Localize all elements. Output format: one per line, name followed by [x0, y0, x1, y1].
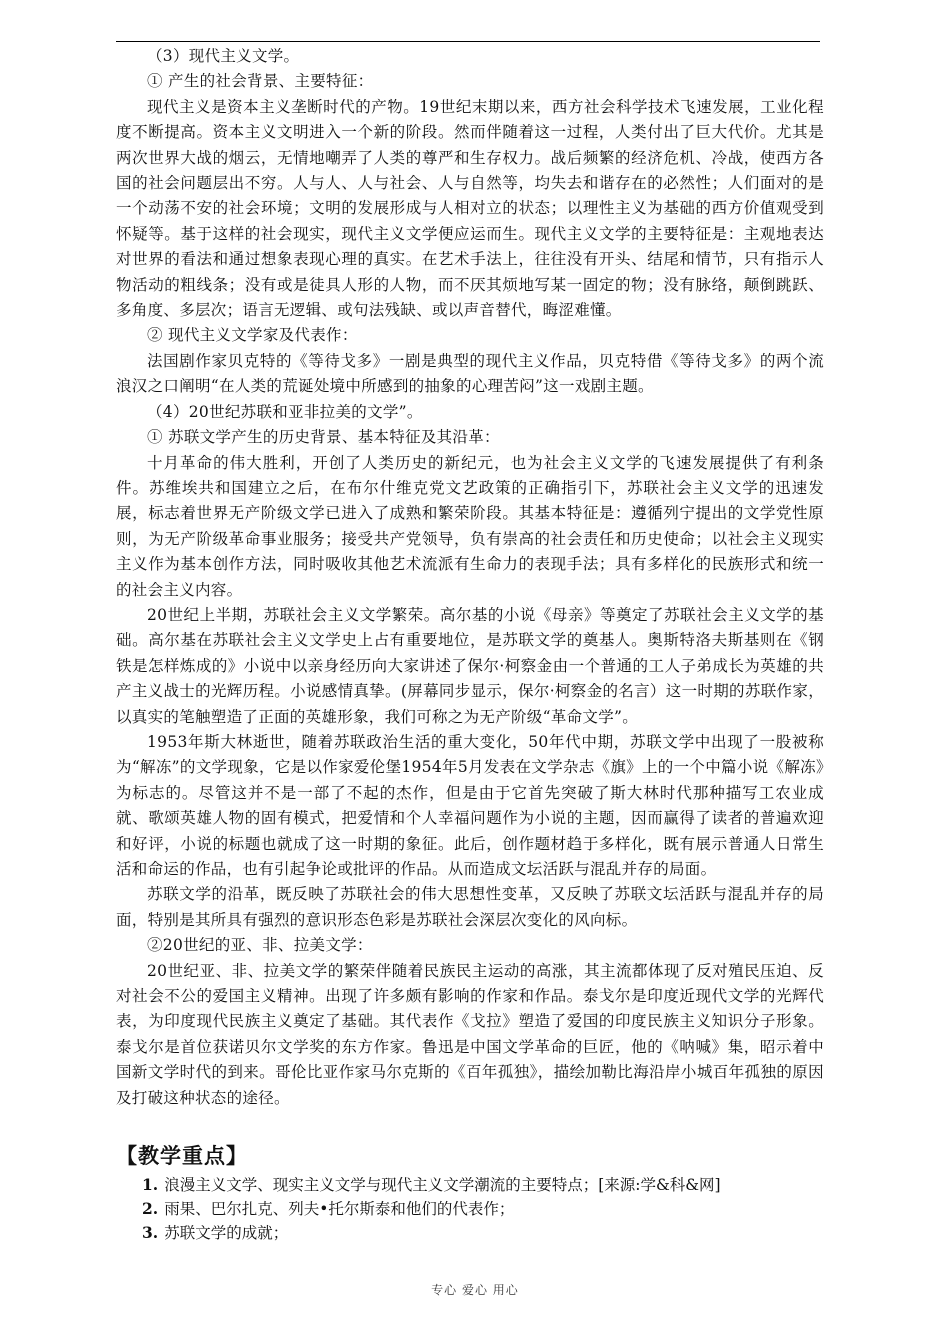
subheading-background: ① 产生的社会背景、主要特征： [147, 72, 374, 91]
list-item [116, 1173, 824, 1197]
page-footer: 专心 爱心 用心 [431, 1283, 519, 1297]
paragraph-modernism-features: 现代主义是资本主义垄断时代的产物。19世纪末期以来，西方社会科学技术飞速发展，工业化程度不断提高。资本主义文明进入一个新的阶段。然而伴随着这一过程，人类付出了巨大代价。尤其是两次世界大战的烟云，无情地嘲弄了人类的尊严和生存权力。战后频繁的经济危机、冷战，使西方各国的社会问题层出不穷。人与人、人与社会、人与自然等，均失去和谐存在的必然性；人们面对的是一个动荡不安的社会环境；文明的发展形成与人相对立的状态；以理性主义为基础的西方价值观受到怀疑等。基于这样的社会现实，现代主义文学便应运而生。现代主义文学的主要特征是：主观地表达对世界的看法和通过想象表现心理的真实。在艺术手法上，往往没有开头、结尾和情节，只有指示人物活动的粗线条；没有或是徒具人形的人物，而不厌其烦地写某一固定的物；没有脉络，颠倒跳跃、多角度、多层次；语言无逻辑、或句法残缺、或以声音替代，晦涩难懂。 [116, 97, 824, 320]
list-item-number: 1. [142, 1175, 159, 1194]
paragraph-thaw: 1953年斯大林逝世，随着苏联政治生活的重大变化，50年代中期，苏联文学中出现了一股被称为“解冻”的文学现象，它是以作家爱伦堡1954年5月发表在文学杂志《旗》上的一个中篇小说《解冻》为标志的。尽管这并不是一部了不起的杰作，但是由于它首先突破了斯大林时代那种描写工农业成就、歌颂英雄人物的固有模式，把爱情和个人幸福问题作为小说的主题，因而赢得了读者的普遍欢迎和好评，小说的标题也就成了这一时期的象征。此后，创作题材趋于多样化，既有展示普通人日常生活和命运的作品，也有引起争论或批评的作品。从而造成文坛活跃与混乱并存的局面。 [116, 732, 824, 878]
subheading-asia-africa-latam: ②20世纪的亚、非、拉美文学： [147, 936, 373, 955]
subheading-soviet-background: ① 苏联文学产生的历史背景、基本特征及其沿革： [147, 428, 500, 447]
paragraph-soviet-evolution: 苏联文学的沿革，既反映了苏联社会的伟大思想性变革，又反映了苏联文坛活跃与混乱并存的局面，特别是其所具有强烈的意识形态色彩是苏联社会深层次变化的风向标。 [116, 885, 824, 929]
document-body [116, 44, 824, 1111]
heading-soviet: （4）20世纪苏联和亚非拉美的文学”。 [147, 402, 423, 421]
paragraph-asia-africa-latam: 20世纪亚、非、拉美文学的繁荣伴随着民族民主运动的高涨，其主流都体现了反对殖民压迫、反对社会不公的爱国主义精神。出现了许多颇有影响的作家和作品。泰戈尔是印度近现代文学的光辉代表，为印度现代民族主义奠定了基础。其代表作《戈拉》塑造了爱国的印度民族主义知识分子形象。泰戈尔是首位获诺贝尔文学奖的东方作家。鲁迅是中国文学革命的巨匠，他的《呐喊》集，昭示着中国新文学时代的到来。哥伦比亚作家马尔克斯的《百年孤独》，描绘加勒比海沿岸小城百年孤独的原因及打破这种状态的途径。 [116, 961, 824, 1107]
header-rule [116, 41, 820, 42]
teaching-focus-section [116, 1142, 824, 1245]
list-item-text: 苏联文学的成就； [164, 1224, 289, 1242]
list-item-text: 雨果、巴尔扎克、列夫•托尔斯泰和他们的代表作； [164, 1200, 515, 1218]
section-title: 【教学重点】 [116, 1144, 248, 1168]
list-item [116, 1221, 824, 1245]
list-item [116, 1197, 824, 1221]
paragraph-gorky: 20世纪上半期，苏联社会主义文学繁荣。高尔基的小说《母亲》等奠定了苏联社会主义文学的基础。高尔基在苏联社会主义文学史上占有重要地位，是苏联文学的奠基人。奥斯特洛夫斯基则在《钢铁是怎样炼成的》小说中以亲身经历向大家讲述了保尔·柯察金由一个普通的工人子弟成长为英雄的共产主义战士的光辉历程。小说感情真挚。(屏幕同步显示，保尔·柯察金的名言）这一时期的苏联作家，以真实的笔触塑造了正面的英雄形象，我们可称之为无产阶级“革命文学”。 [116, 605, 824, 726]
list-item-number: 3. [142, 1223, 159, 1242]
list-item-number: 2. [142, 1199, 159, 1218]
list-item-text: 浪漫主义文学、现实主义文学与现代主义文学潮流的主要特点；[来源:学&科&网] [164, 1176, 721, 1194]
heading-modernism: （3）现代主义文学。 [147, 47, 300, 65]
subheading-writers: ② 现代主义文学家及代表作： [147, 326, 358, 345]
paragraph-october-revolution: 十月革命的伟大胜利，开创了人类历史的新纪元，也为社会主义文学的飞速发展提供了有利条件。苏维埃共和国建立之后，在布尔什维克党文艺政策的正确指引下，苏联社会主义文学的迅速发展，标志着世界无产阶级文学已进入了成熟和繁荣阶段。其基本特征是：遵循列宁提出的文学党性原则，为无产阶级革命事业服务；接受共产党领导，负有崇高的社会责任和历史使命；以社会主义现实主义作为基本创作方法，同时吸收其他艺术流派有生命力的表现手法；具有多样化的民族形式和统一的社会主义内容。 [116, 453, 824, 599]
paragraph-beckett: 法国剧作家贝克特的《等待戈多》一剧是典型的现代主义作品，贝克特借《等待戈多》的两个流浪汉之口阐明“在人类的荒诞处境中所感到的抽象的心理苦闷”这一戏剧主题。 [116, 351, 824, 396]
